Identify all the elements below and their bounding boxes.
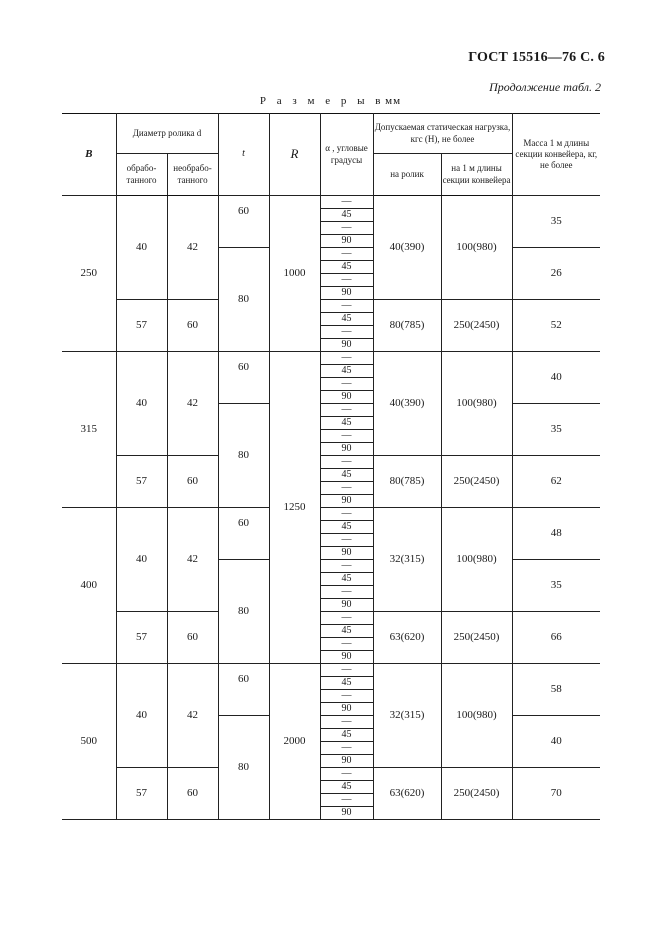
cell-alpha: 90 — [320, 807, 373, 820]
cell-load-roller: 63(620) — [373, 612, 441, 664]
header-unmachined: необрабо-танного — [167, 154, 218, 196]
cell-alpha: 90 — [320, 495, 373, 508]
cell-alpha: — — [320, 638, 373, 651]
cell-d-machined: 40 — [116, 196, 167, 300]
cell-t: 60 — [218, 664, 269, 716]
cell-b: 400 — [62, 508, 116, 664]
cell-alpha: — — [320, 274, 373, 287]
cell-d-machined: 40 — [116, 352, 167, 456]
cell-alpha: — — [320, 222, 373, 235]
cell-alpha: 45 — [320, 625, 373, 638]
cell-alpha: 90 — [320, 599, 373, 612]
cell-d-unmachined: 42 — [167, 508, 218, 612]
cell-d-unmachined: 42 — [167, 196, 218, 300]
table-body — [62, 196, 600, 820]
cell-d-unmachined: 42 — [167, 352, 218, 456]
cell-d-machined: 57 — [116, 768, 167, 820]
cell-alpha: 90 — [320, 651, 373, 664]
cell-mass: 35 — [512, 560, 600, 612]
cell-mass: 35 — [512, 404, 600, 456]
cell-alpha: — — [320, 508, 373, 521]
cell-alpha: 90 — [320, 391, 373, 404]
cell-alpha: 90 — [320, 339, 373, 352]
cell-load-section: 100(980) — [441, 508, 512, 612]
cell-alpha: — — [320, 664, 373, 677]
cell-alpha: — — [320, 586, 373, 599]
dimensions-label: Р а з м е р ы — [259, 95, 369, 107]
cell-mass: 52 — [512, 300, 600, 352]
header-b: B — [62, 114, 116, 196]
cell-alpha: 90 — [320, 287, 373, 300]
dimensions-caption — [0, 95, 661, 107]
cell-alpha: 90 — [320, 703, 373, 716]
cell-alpha: — — [320, 768, 373, 781]
cell-mass: 40 — [512, 716, 600, 768]
cell-load-roller: 80(785) — [373, 456, 441, 508]
cell-alpha: 90 — [320, 443, 373, 456]
header-diameter: Диаметр ролика d — [116, 114, 218, 154]
cell-load-roller: 40(390) — [373, 196, 441, 300]
header-load: Допускаемая статическая нагрузка, кгс (Н), не более — [373, 114, 512, 154]
header-mass: Масса 1 м длины секции конвейера, кг, не более — [512, 114, 600, 196]
cell-load-roller: 32(315) — [373, 508, 441, 612]
cell-load-section: 100(980) — [441, 352, 512, 456]
header-machined: обрабо-танного — [116, 154, 167, 196]
cell-alpha: 45 — [320, 313, 373, 326]
cell-alpha: — — [320, 352, 373, 365]
cell-b: 250 — [62, 196, 116, 352]
cell-r: 2000 — [269, 664, 320, 820]
cell-load-roller: 63(620) — [373, 768, 441, 820]
cell-load-section: 250(2450) — [441, 768, 512, 820]
cell-alpha: — — [320, 612, 373, 625]
cell-mass: 62 — [512, 456, 600, 508]
header-r: R — [269, 114, 320, 196]
cell-d-machined: 57 — [116, 612, 167, 664]
cell-alpha: 45 — [320, 573, 373, 586]
cell-mass: 66 — [512, 612, 600, 664]
table-continuation-label: Продолжение табл. 2 — [489, 80, 601, 94]
cell-t: 80 — [218, 404, 269, 508]
cell-b: 315 — [62, 352, 116, 508]
cell-load-roller: 80(785) — [373, 300, 441, 352]
cell-alpha: — — [320, 300, 373, 313]
cell-load-section: 250(2450) — [441, 612, 512, 664]
cell-d-unmachined: 60 — [167, 612, 218, 664]
cell-alpha: — — [320, 378, 373, 391]
cell-alpha: — — [320, 690, 373, 703]
cell-alpha: — — [320, 482, 373, 495]
cell-alpha: — — [320, 716, 373, 729]
cell-alpha: — — [320, 794, 373, 807]
cell-alpha: — — [320, 326, 373, 339]
cell-mass: 35 — [512, 196, 600, 248]
cell-t: 60 — [218, 508, 269, 560]
cell-load-section: 100(980) — [441, 664, 512, 768]
cell-mass: 48 — [512, 508, 600, 560]
cell-load-section: 250(2450) — [441, 300, 512, 352]
cell-b: 500 — [62, 664, 116, 820]
cell-r: 1250 — [269, 352, 320, 664]
cell-d-unmachined: 60 — [167, 456, 218, 508]
cell-alpha: — — [320, 248, 373, 261]
cell-d-machined: 57 — [116, 456, 167, 508]
header-alpha: α , угловые градусы — [320, 114, 373, 196]
cell-load-section: 100(980) — [441, 196, 512, 300]
cell-alpha: 45 — [320, 781, 373, 794]
cell-mass: 26 — [512, 248, 600, 300]
cell-mass: 58 — [512, 664, 600, 716]
cell-alpha: — — [320, 534, 373, 547]
cell-alpha: — — [320, 456, 373, 469]
header-load-section: на 1 м длины секции конвейера — [441, 154, 512, 196]
cell-t: 80 — [218, 560, 269, 664]
cell-t: 60 — [218, 352, 269, 404]
cell-mass: 70 — [512, 768, 600, 820]
cell-alpha: 45 — [320, 261, 373, 274]
cell-alpha: — — [320, 430, 373, 443]
cell-t: 80 — [218, 716, 269, 820]
cell-d-unmachined: 60 — [167, 768, 218, 820]
cell-d-machined: 57 — [116, 300, 167, 352]
cell-alpha: — — [320, 742, 373, 755]
cell-alpha: 90 — [320, 547, 373, 560]
units-label: в мм — [375, 95, 402, 107]
cell-t: 80 — [218, 248, 269, 352]
cell-d-unmachined: 42 — [167, 664, 218, 768]
cell-load-section: 250(2450) — [441, 456, 512, 508]
cell-alpha: — — [320, 404, 373, 417]
cell-alpha: 45 — [320, 365, 373, 378]
cell-alpha: 45 — [320, 469, 373, 482]
cell-alpha: 45 — [320, 677, 373, 690]
header-load-roller: на ролик — [373, 154, 441, 196]
cell-d-unmachined: 60 — [167, 300, 218, 352]
cell-alpha: 45 — [320, 209, 373, 222]
cell-alpha: 90 — [320, 755, 373, 768]
cell-alpha: — — [320, 196, 373, 209]
cell-t: 60 — [218, 196, 269, 248]
cell-alpha: 45 — [320, 521, 373, 534]
document-title: ГОСТ 15516—76 С. 6 — [468, 50, 605, 65]
cell-d-machined: 40 — [116, 508, 167, 612]
cell-d-machined: 40 — [116, 664, 167, 768]
header-t: t — [218, 114, 269, 196]
cell-r: 1000 — [269, 196, 320, 352]
cell-alpha: 45 — [320, 417, 373, 430]
cell-mass: 40 — [512, 352, 600, 404]
cell-load-roller: 32(315) — [373, 664, 441, 768]
cell-alpha: 45 — [320, 729, 373, 742]
cell-load-roller: 40(390) — [373, 352, 441, 456]
specification-table — [62, 113, 600, 820]
cell-alpha: — — [320, 560, 373, 573]
cell-alpha: 90 — [320, 235, 373, 248]
